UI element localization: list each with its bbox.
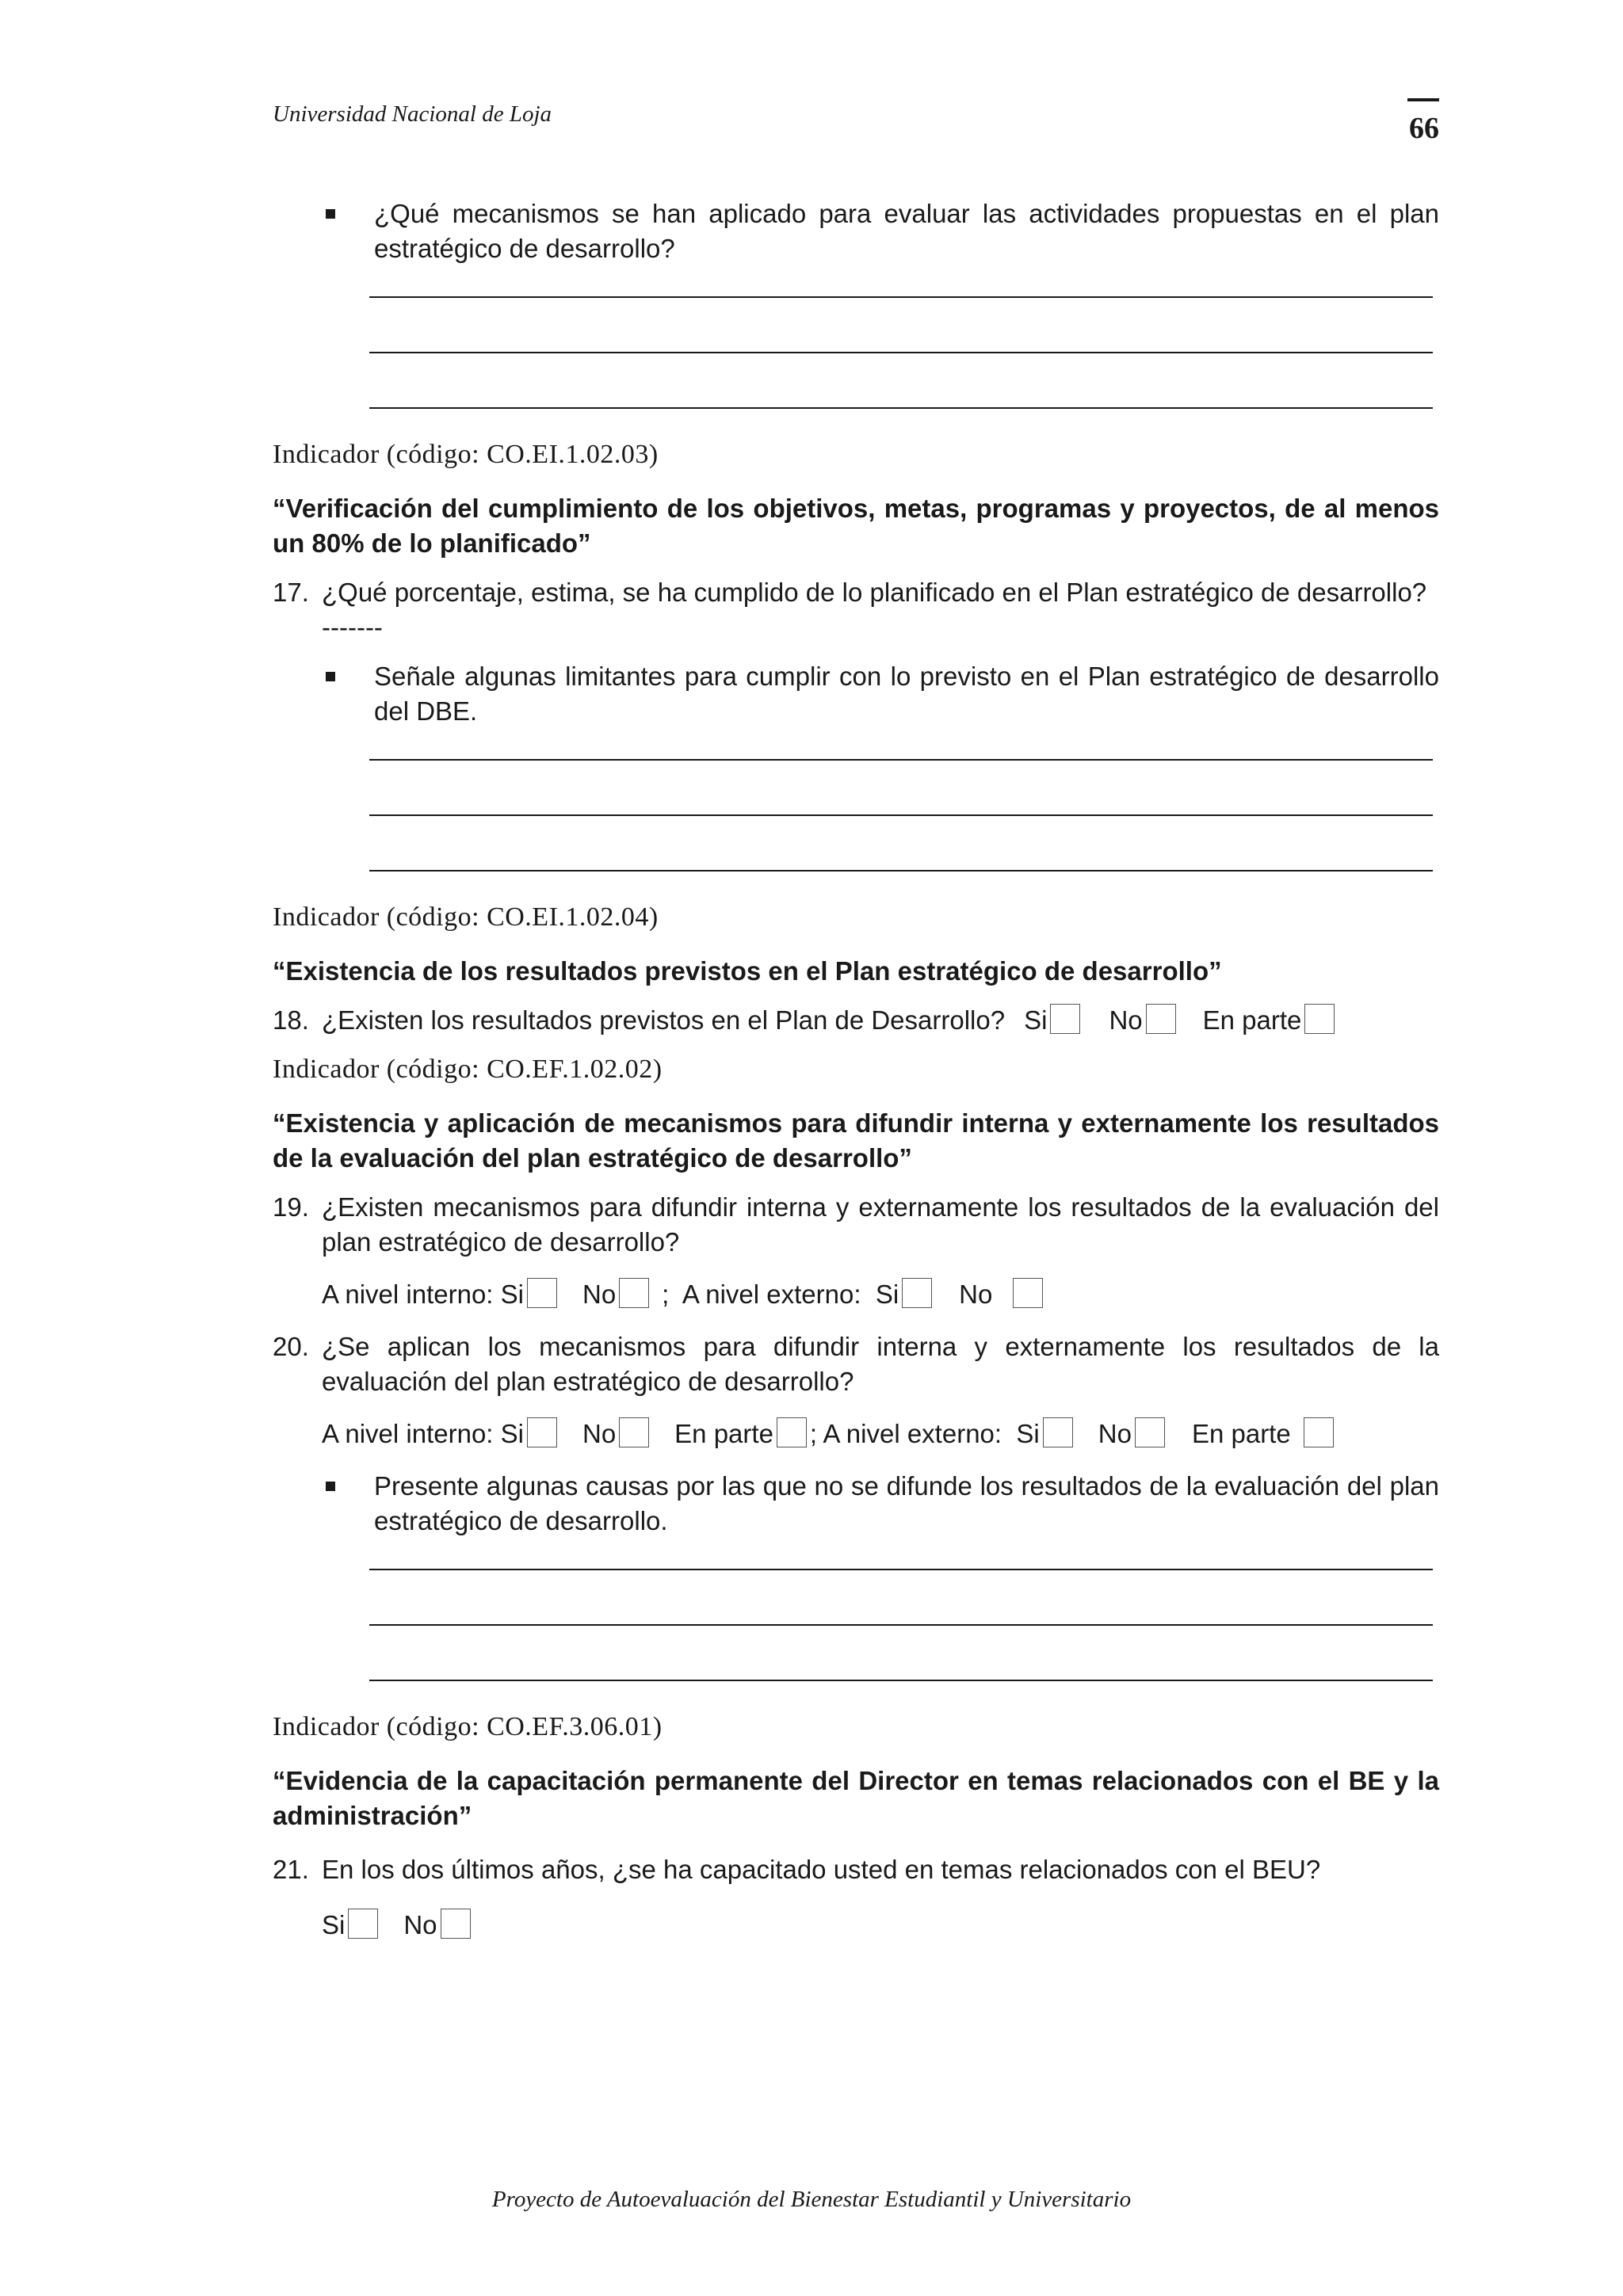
header-institution: Universidad Nacional de Loja bbox=[273, 101, 552, 127]
option-interno-no-label: No bbox=[582, 1280, 617, 1309]
option-enparte-checkbox[interactable] bbox=[1304, 1004, 1335, 1034]
answer-line[interactable] bbox=[369, 1680, 1433, 1681]
bullet-square-icon bbox=[323, 659, 374, 729]
option-interno-si-checkbox[interactable] bbox=[527, 1278, 557, 1308]
question-number: 19. bbox=[273, 1192, 309, 1222]
document-body bbox=[273, 196, 1439, 1943]
bullet-item bbox=[323, 1469, 1439, 1539]
option-no-checkbox[interactable] bbox=[441, 1909, 471, 1939]
option-externo-si-checkbox[interactable] bbox=[902, 1278, 932, 1308]
option-si-checkbox[interactable] bbox=[348, 1909, 378, 1939]
answer-line[interactable] bbox=[369, 1624, 1433, 1626]
indicator-quote: “Existencia de los resultados previstos en el Plan estratégico de desarrollo” bbox=[273, 956, 1222, 986]
answer-lines[interactable] bbox=[369, 296, 1433, 409]
option-no-checkbox[interactable] bbox=[1146, 1004, 1176, 1034]
indicator-quote: “Existencia y aplicación de mecanismos para difundir interna y externamente los resultados de la evaluación del plan estratégico de desarrollo” bbox=[273, 1108, 1439, 1173]
bullet-text: ¿Qué mecanismos se han aplicado para evaluar las actividades propuestas en el plan estratégico de desarrollo? bbox=[374, 199, 1439, 263]
answer-line[interactable] bbox=[369, 1569, 1433, 1570]
question-17 bbox=[273, 575, 1439, 645]
option-externo-enparte-label: En parte bbox=[1191, 1419, 1291, 1448]
option-si-label: Si bbox=[322, 1910, 346, 1939]
question-number: 21. bbox=[273, 1855, 309, 1884]
question-19 bbox=[273, 1190, 1439, 1260]
question-19-options bbox=[322, 1277, 1439, 1312]
answer-line[interactable] bbox=[369, 870, 1433, 871]
bullet-square-icon bbox=[323, 196, 374, 266]
answer-line[interactable] bbox=[369, 407, 1433, 409]
option-no-label: No bbox=[1109, 1005, 1143, 1035]
question-text: ¿Existen mecanismos para difundir interna y externamente los resultados de la evaluación del plan estratégico de desarrollo? bbox=[322, 1192, 1439, 1257]
question-number: 17. bbox=[273, 578, 309, 607]
option-externo-no-checkbox[interactable] bbox=[1135, 1417, 1165, 1447]
question-21 bbox=[273, 1852, 1439, 1887]
bullet-text: Presente algunas causas por las que no se difunde los resultados de la evaluación del plan estratégico de desarrollo. bbox=[374, 1471, 1439, 1535]
option-interno-no-checkbox[interactable] bbox=[619, 1417, 649, 1447]
answer-lines[interactable] bbox=[369, 759, 1433, 871]
question-text: En los dos últimos años, ¿se ha capacitado usted en temas relacionados con el BEU? bbox=[322, 1855, 1321, 1884]
answer-lines[interactable] bbox=[369, 1569, 1433, 1681]
question-number: 18. bbox=[273, 1005, 309, 1035]
option-externo-si-label: ; A nivel externo: Si bbox=[662, 1280, 899, 1309]
question-text: ¿Qué porcentaje, estima, se ha cumplido de lo planificado en el Plan estratégico de desarrollo? ------- bbox=[322, 578, 1427, 642]
page-number: 66 bbox=[1409, 112, 1439, 145]
option-externo-no-label: No bbox=[959, 1280, 993, 1309]
option-externo-enparte-checkbox[interactable] bbox=[1304, 1417, 1334, 1447]
option-interno-enparte-checkbox[interactable] bbox=[777, 1417, 807, 1447]
option-interno-si-label: A nivel interno: Si bbox=[322, 1280, 524, 1309]
option-externo-si-label: ; A nivel externo: Si bbox=[809, 1419, 1040, 1448]
question-number: 20. bbox=[273, 1332, 309, 1361]
option-interno-si-checkbox[interactable] bbox=[527, 1417, 557, 1447]
indicator-quote: “Verificación del cumplimiento de los objetivos, metas, programas y proyectos, de al menos un 80% de lo planificado” bbox=[273, 494, 1439, 558]
indicator-title: Indicador (código: CO.EF.3.06.01) bbox=[273, 1712, 663, 1741]
bullet-text: Señale algunas limitantes para cumplir con lo previsto en el Plan estratégico de desarrollo del DBE. bbox=[374, 662, 1439, 726]
option-interno-si-label: A nivel interno: Si bbox=[322, 1419, 524, 1448]
option-externo-si-checkbox[interactable] bbox=[1043, 1417, 1073, 1447]
option-no-label: No bbox=[403, 1910, 437, 1939]
question-text: ¿Se aplican los mecanismos para difundir interna y externamente los resultados de la evaluación del plan estratégico de desarrollo? bbox=[322, 1332, 1439, 1396]
question-21-options bbox=[322, 1908, 1439, 1943]
indicator-title: Indicador (código: CO.EI.1.02.04) bbox=[273, 902, 659, 932]
answer-line[interactable] bbox=[369, 814, 1433, 816]
bullet-item bbox=[323, 196, 1439, 266]
bullet-item bbox=[323, 659, 1439, 729]
question-20-options bbox=[322, 1417, 1439, 1451]
option-externo-no-checkbox[interactable] bbox=[1013, 1278, 1043, 1308]
question-18 bbox=[273, 1003, 1439, 1038]
question-text: ¿Existen los resultados previstos en el Plan de Desarrollo? bbox=[322, 1005, 1006, 1035]
answer-line[interactable] bbox=[369, 352, 1433, 353]
bullet-square-icon bbox=[323, 1469, 374, 1539]
option-interno-no-label: No bbox=[582, 1419, 617, 1448]
question-20 bbox=[273, 1329, 1439, 1399]
option-interno-enparte-label: En parte bbox=[674, 1419, 773, 1448]
page-number-rule bbox=[1407, 98, 1439, 101]
answer-line[interactable] bbox=[369, 296, 1433, 298]
option-enparte-label: En parte bbox=[1202, 1005, 1302, 1035]
option-si-label: Si bbox=[1024, 1005, 1048, 1035]
indicator-title: Indicador (código: CO.EF.1.02.02) bbox=[273, 1055, 663, 1084]
option-externo-no-label: No bbox=[1098, 1419, 1132, 1448]
indicator-quote: “Evidencia de la capacitación permanente del Director en temas relacionados con el BE y la administración” bbox=[273, 1766, 1439, 1830]
answer-line[interactable] bbox=[369, 759, 1433, 761]
option-si-checkbox[interactable] bbox=[1050, 1004, 1080, 1034]
footer-text: Proyecto de Autoevaluación del Bienestar Estudiantil y Universitario bbox=[491, 2187, 1132, 2212]
indicator-title: Indicador (código: CO.EI.1.02.03) bbox=[273, 440, 659, 469]
option-interno-no-checkbox[interactable] bbox=[619, 1278, 649, 1308]
